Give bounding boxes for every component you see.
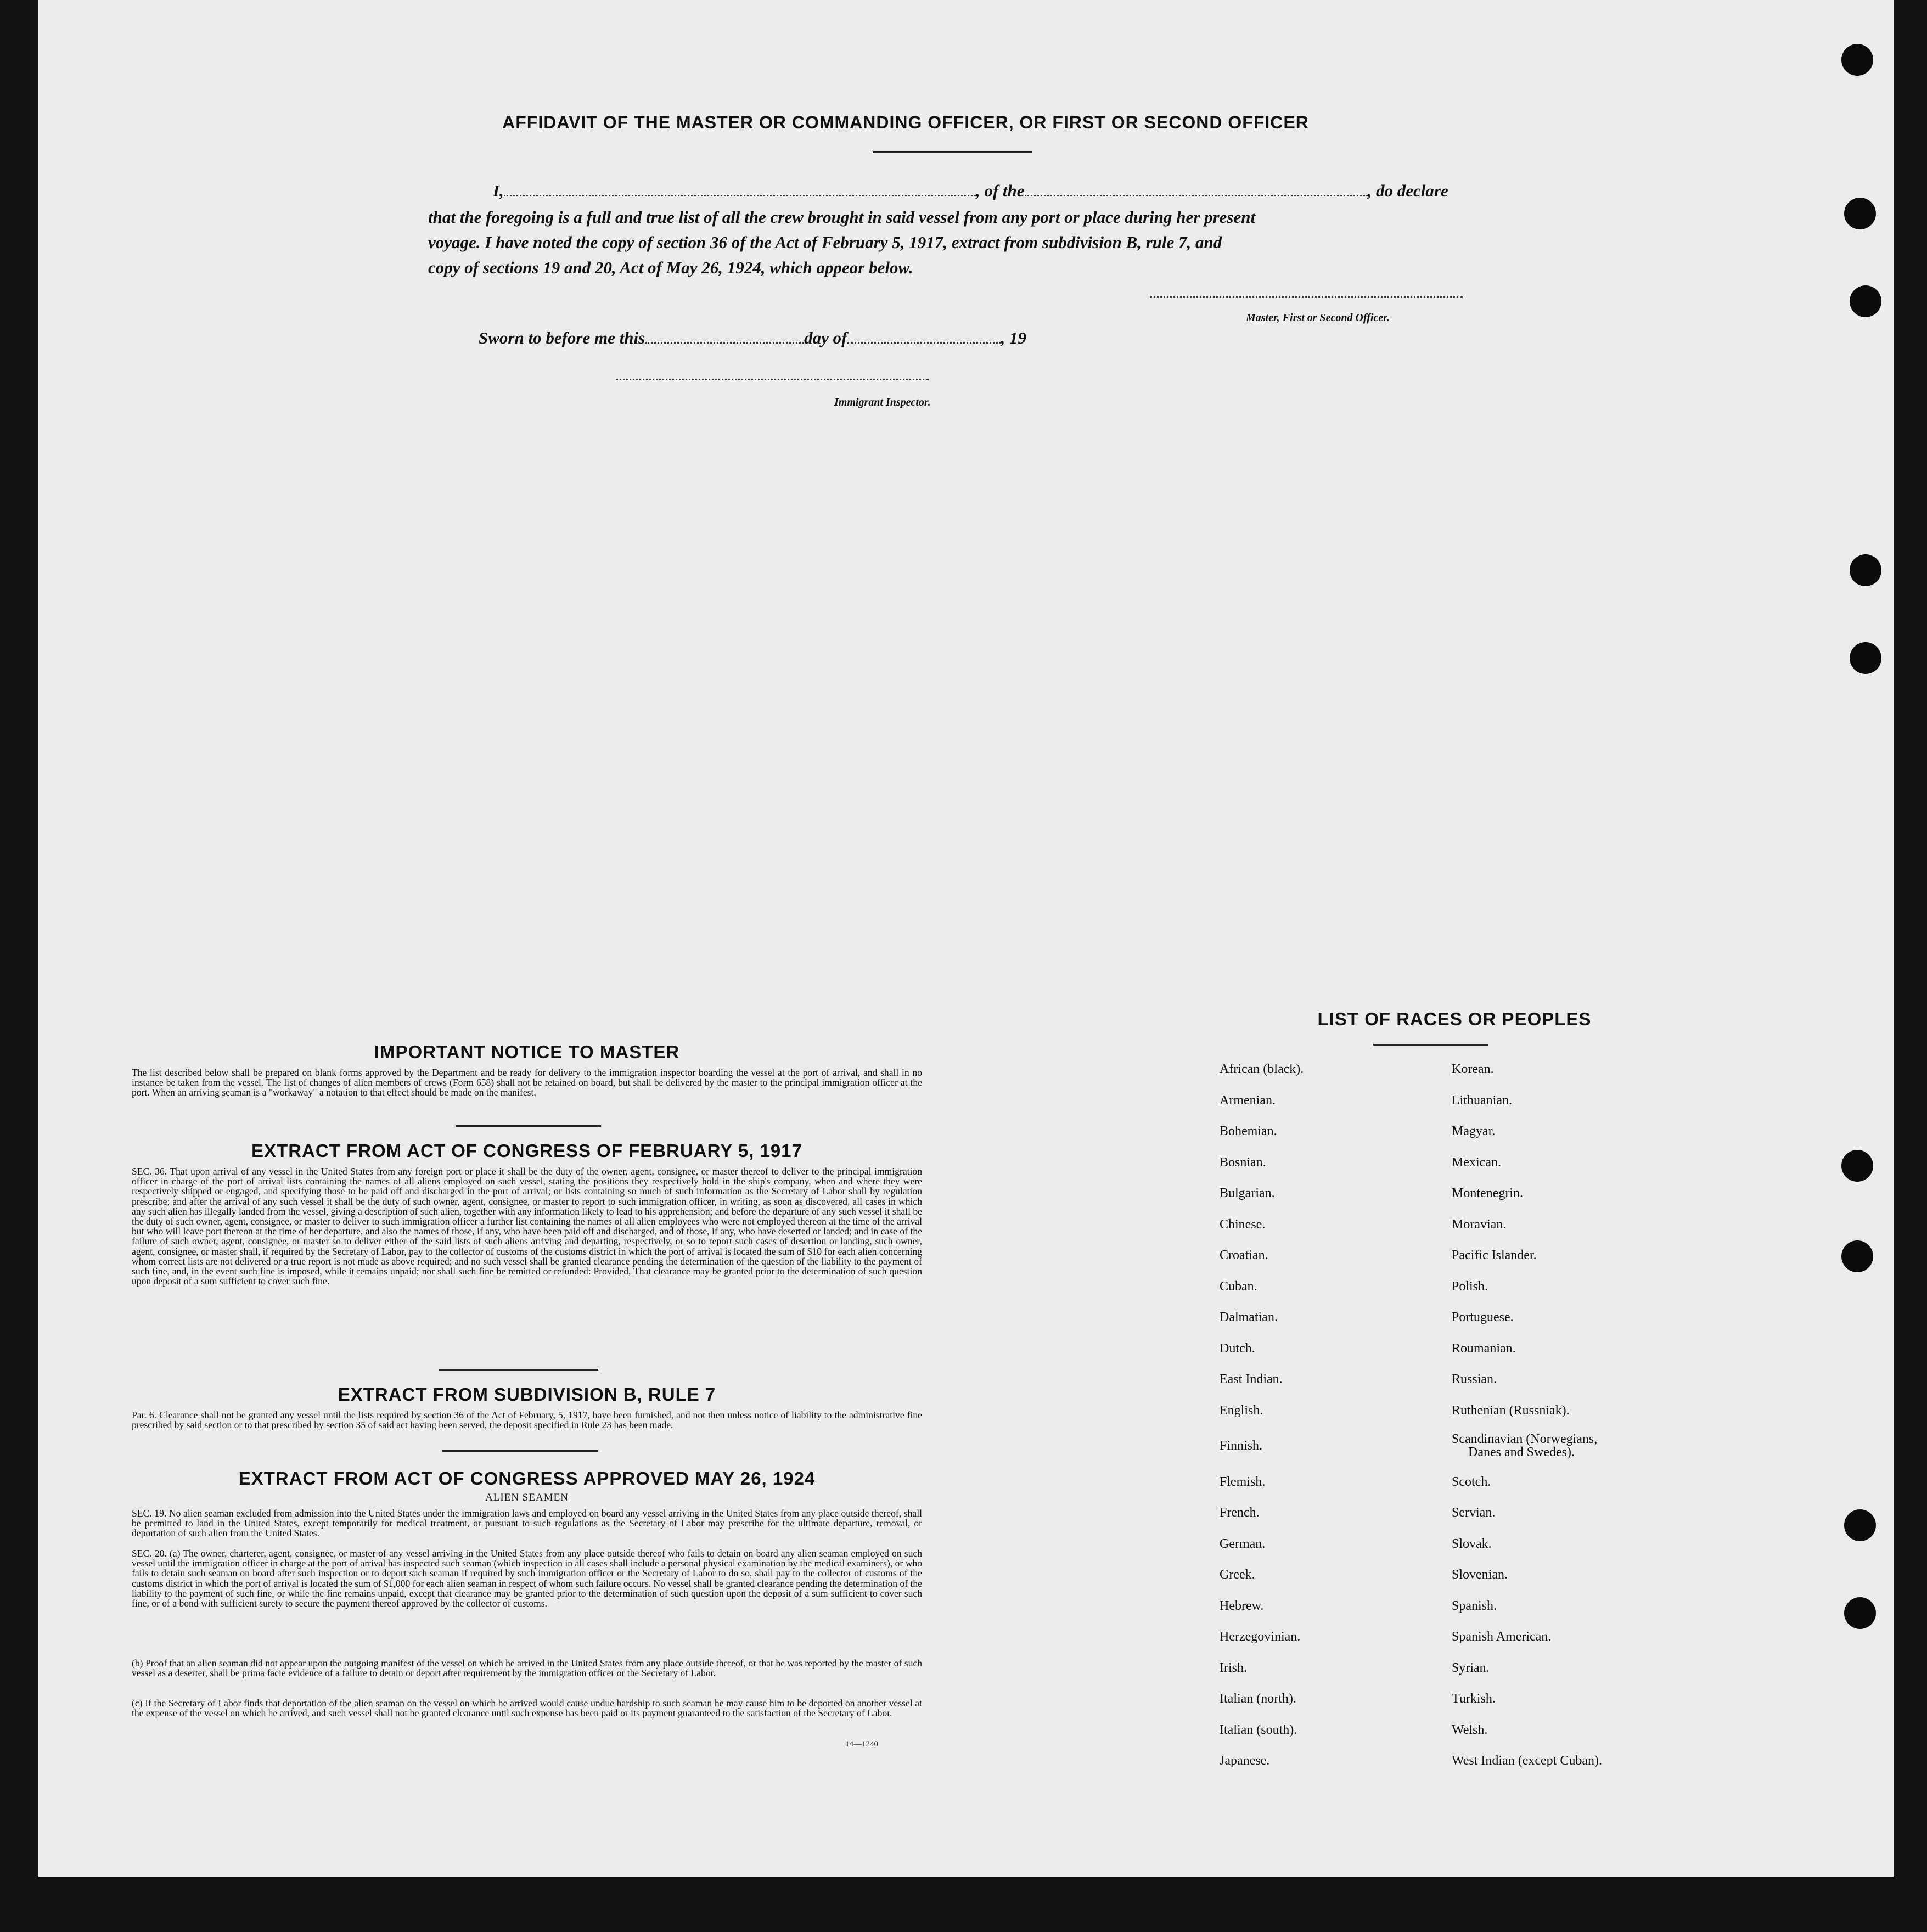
race-item: Spanish American. xyxy=(1452,1630,1552,1644)
extract-rule7-title: EXTRACT FROM SUBDIVISION B, RULE 7 xyxy=(338,1384,716,1405)
extract-1924-title: EXTRACT FROM ACT OF CONGRESS APPROVED MAY 26, 1924 xyxy=(238,1468,816,1489)
punch-hole xyxy=(1841,1240,1873,1272)
race-item: Turkish. xyxy=(1452,1692,1496,1706)
sworn-month-field[interactable] xyxy=(847,342,1001,344)
race-item: Pacific Islander. xyxy=(1452,1248,1537,1262)
affidavit-declare: , do declare xyxy=(1367,181,1448,200)
divider xyxy=(1373,1044,1488,1046)
race-item: Dutch. xyxy=(1220,1341,1255,1356)
affidavit-i: I, xyxy=(493,181,504,200)
race-item: Moravian. xyxy=(1452,1217,1507,1232)
notice-text: The list described below shall be prepared on blank forms approved by the Department and be ready for delivery to the immigration inspector boarding the vessel at the port of arrival, and shall in no instance be taken from the vessel. The list of changes of alien members of crews (Form 658) shall not be retained on board, but shall be delivered by the master to the principal immigration officer at the port. When an arriving seaman is a "workaway" a notation to that effect should be made on the manifest. xyxy=(132,1067,922,1098)
sworn-day-label: day of xyxy=(804,328,847,347)
divider xyxy=(873,151,1032,153)
affidavit-line-4: copy of sections 19 and 20, Act of May 26, 1924, which appear below. xyxy=(428,258,913,277)
affidavit-line-3: voyage. I have noted the copy of section 36 of the Act of February 5, 1917, extract from subdivision B, rule 7, and xyxy=(428,233,1222,252)
race-item: Greek. xyxy=(1220,1568,1255,1582)
race-item: Syrian. xyxy=(1452,1660,1490,1675)
extract-1924-sec20b: (b) Proof that an alien seaman did not appear upon the outgoing manifest of the vessel on which he arrived in the United States from any place outside thereof, or that he was reported by the master of such vessel as a deserter, shall be prima facie evidence of a failure to detain or deport after requirement by the immigration officer or the Secretary of Labor. xyxy=(132,1658,922,1679)
extract-1924-sec20a: SEC. 20. (a) The owner, charterer, agent, consignee, or master of any vessel arriving in the United States from any place outside thereof who fails to detain on board any alien seaman employed on such vessel until the immigration officer in charge at the port of arrival has inspected such seaman (which inspection in all cases shall include a personal physical examination by the medical examiners), or who fails to detain such seaman on board after such inspection or to deport such seaman if required by such immigration officer or the Secretary of Labor to do so, shall pay to the collector of customs of the customs district in which the port of arrival is located the sum of $1,000 for each alien seaman in respect of whom such failure occurs. No vessel shall be granted clearance pending the determination of the liability to the payment of such fine, or while the fine remains unpaid, except that clearance may be granted prior to the determination of such question upon the deposit of a sum sufficient to cover such fine, or of a bond with sufficient surety to secure the payment thereof approved by the collector of customs. xyxy=(132,1548,922,1609)
race-item: Bulgarian. xyxy=(1220,1186,1275,1200)
race-item: Polish. xyxy=(1452,1279,1488,1294)
punch-hole xyxy=(1850,554,1881,586)
race-item: Korean. xyxy=(1452,1062,1494,1076)
master-label: Master, First or Second Officer. xyxy=(1246,312,1390,324)
race-item: Magyar. xyxy=(1452,1124,1496,1138)
race-item: Flemish. xyxy=(1220,1474,1266,1489)
extract-1924-sec19: SEC. 19. No alien seaman excluded from admission into the United States under the immigration laws and employed on board any vessel arriving in the United States from any place outside thereof, shall be permitted to land in the United States, except temporarily for medical treatment, or pursuant to such regulations as the Secretary of Labor may prescribe for the ultimate departure, removal, or deportation of such alien from the United States. xyxy=(132,1508,922,1539)
race-item: Servian. xyxy=(1452,1506,1496,1520)
race-item: Lithuanian. xyxy=(1452,1093,1512,1108)
extract-rule7-text: Par. 6. Clearance shall not be granted any vessel until the lists required by section 36 of the Act of February, 5, 1917, have been furnished, and not then unless notice of liability to the administrative fine prescribed by said section or to that prescribed by section 35 of said act having been served, the deposit specified in Rule 23 has been made. xyxy=(132,1409,922,1431)
punch-hole xyxy=(1841,1150,1873,1182)
race-item: Bosnian. xyxy=(1220,1155,1266,1170)
race-item: English. xyxy=(1220,1403,1263,1418)
race-item: German. xyxy=(1220,1536,1266,1551)
race-item: Montenegrin. xyxy=(1452,1186,1523,1200)
race-item-continuation: Danes and Swedes). xyxy=(1468,1445,1575,1459)
race-item: Portuguese. xyxy=(1452,1310,1514,1324)
form-number: 14—1240 xyxy=(845,1740,878,1749)
races-title: LIST OF RACES OR PEOPLES xyxy=(1317,1009,1592,1029)
punch-hole xyxy=(1844,1509,1876,1541)
race-item: Scandinavian (Norwegians, xyxy=(1452,1432,1598,1446)
affidavit-line-1 xyxy=(428,181,1476,201)
race-item: Scotch. xyxy=(1452,1474,1491,1489)
inspector-label: Immigrant Inspector. xyxy=(834,396,931,408)
race-item: Slovenian. xyxy=(1452,1568,1508,1582)
punch-hole xyxy=(1841,44,1873,76)
punch-hole xyxy=(1844,198,1876,229)
extract-1917-title: EXTRACT FROM ACT OF CONGRESS OF FEBRUARY 5, 1917 xyxy=(251,1141,802,1161)
race-item: Chinese. xyxy=(1220,1217,1266,1232)
race-item: Finnish. xyxy=(1220,1439,1263,1453)
race-item: Hebrew. xyxy=(1220,1598,1264,1613)
extract-1924-subtitle: ALIEN SEAMEN xyxy=(485,1492,569,1503)
race-item: Mexican. xyxy=(1452,1155,1501,1170)
sworn-day-field[interactable] xyxy=(645,342,804,344)
punch-hole xyxy=(1844,1597,1876,1629)
affidavit-title: AFFIDAVIT OF THE MASTER OR COMMANDING OFFICER, OR FIRST OR SECOND OFFICER xyxy=(502,113,1309,132)
race-item: Spanish. xyxy=(1452,1598,1497,1613)
race-item: Ruthenian (Russniak). xyxy=(1452,1403,1570,1418)
race-item: Italian (south). xyxy=(1220,1722,1297,1737)
punch-hole xyxy=(1850,642,1881,674)
race-item: Herzegovinian. xyxy=(1220,1630,1301,1644)
race-item: Bohemian. xyxy=(1220,1124,1277,1138)
race-item: Croatian. xyxy=(1220,1248,1268,1262)
divider xyxy=(456,1125,601,1127)
race-item: Slovak. xyxy=(1452,1536,1492,1551)
race-item: Japanese. xyxy=(1220,1754,1270,1768)
divider xyxy=(442,1450,598,1452)
race-item: Russian. xyxy=(1452,1372,1497,1386)
race-item: Cuban. xyxy=(1220,1279,1257,1294)
punch-hole xyxy=(1850,285,1881,317)
race-item: Welsh. xyxy=(1452,1722,1488,1737)
race-item: Irish. xyxy=(1220,1660,1247,1675)
race-item: East Indian. xyxy=(1220,1372,1283,1386)
affidavit-line-2: that the foregoing is a full and true list of all the crew brought in said vessel from any port or place during her present xyxy=(428,207,1256,227)
race-item: Armenian. xyxy=(1220,1093,1276,1108)
inspector-signature-field[interactable] xyxy=(616,379,929,380)
race-item: African (black). xyxy=(1220,1062,1304,1076)
extract-1924-sec20c: (c) If the Secretary of Labor finds that deportation of the alien seaman on the vessel on which he arrived would cause undue hardship to such seaman he may cause him to be deported on another vessel at the expense of the vessel on which he arrived, and such vessel shall not be granted clearance until such expense has been paid or its payment guaranteed to the satisfaction of the Secretary of Labor. xyxy=(132,1698,922,1719)
race-item: West Indian (except Cuban). xyxy=(1452,1754,1602,1768)
race-item: Dalmatian. xyxy=(1220,1310,1278,1324)
sworn-line xyxy=(479,328,1026,348)
extract-1917-text: SEC. 36. That upon arrival of any vessel in the United States from any foreign port or place it shall be the duty of the owner, agent, consignee, or master thereof to deliver to the principal immigration officer in charge of the port of arrival lists containing the names of all aliens employed on such vessel, stating the positions they respectively hold in the ship's company, when and where they were respectively shipped or engaged, and specifying those to be paid off and discharged in the port of arrival; or lists containing so much of such information as the Secretary of Labor shall by regulation prescribe; and after the arrival of any such vessel it shall be the duty of such owner, agent, consignee, or master to report to such immigration officer, in writing, as soon as discovered, all cases in which any such alien has illegally landed from the vessel, giving a description of such alien, together with any information likely to lead to his apprehension; and before the departure of any such vessel it shall be the duty of such owner, agent, consignee, or master to deliver to such immigration officer a further list containing the names of all alien employees who were not employed thereon at the time of the arrival but who will leave port thereon at the time of her departure, and also the names of those, if any, who have been paid off and discharged, and of those, if any, who have deserted or landed; and in case of the failure of such owner, agent, consignee, or master so to deliver either of the said lists of such aliens arriving and departing, respectively, or so to report such cases of desertion or landing, such owner, agent, consignee, or master shall, if required by the Secretary of Labor, pay to the collector of customs of the customs district in which the port of arrival is located the sum of $10 for each alien concerning whom correct lists are not delivered or a true report is not made as above required; and no such vessel shall be granted clearance pending the determination of the question of the liability to the payment of such fine, and, in the event such fine is imposed, while it remains unpaid; nor shall such fine be remitted or refunded: Provided, That clearance may be granted prior to the determination of such question upon deposit of a sum sufficient to cover such fine. xyxy=(132,1166,922,1287)
name-field[interactable] xyxy=(504,195,976,196)
master-signature-field[interactable] xyxy=(1150,296,1463,298)
race-item: Italian (north). xyxy=(1220,1692,1296,1706)
sworn-prefix: Sworn to before me this xyxy=(479,328,645,347)
sworn-year: , 19 xyxy=(1001,328,1026,347)
divider xyxy=(439,1369,598,1371)
affidavit-of-the: , of the xyxy=(975,181,1025,200)
race-item: Roumanian. xyxy=(1452,1341,1516,1356)
vessel-field[interactable] xyxy=(1025,195,1368,196)
notice-title: IMPORTANT NOTICE TO MASTER xyxy=(374,1042,680,1062)
race-item: French. xyxy=(1220,1506,1260,1520)
